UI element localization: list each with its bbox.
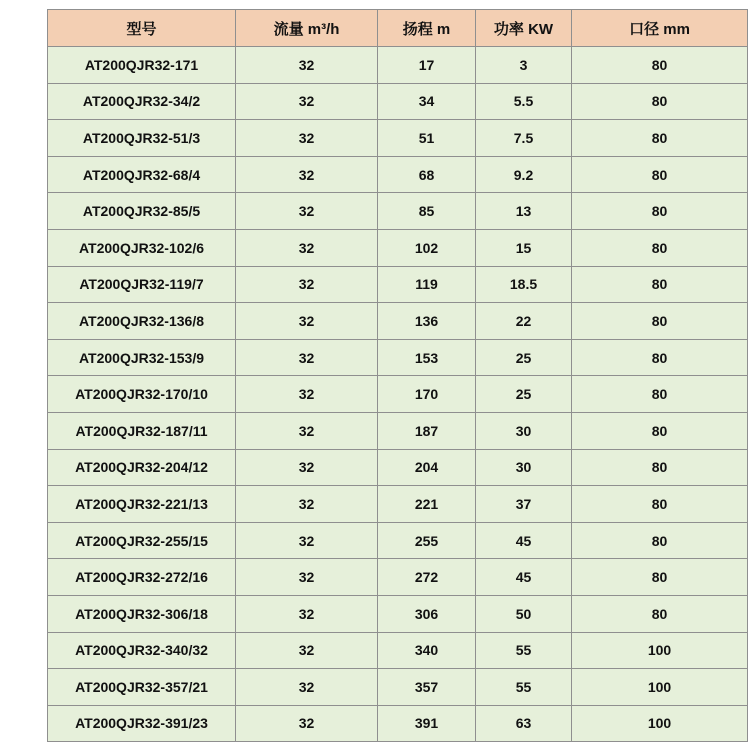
- cell-power: 3: [476, 47, 572, 84]
- table-body: [48, 47, 748, 742]
- cell-caliber: 80: [572, 412, 748, 449]
- cell-flow: 32: [236, 632, 378, 669]
- table-row: [48, 120, 748, 157]
- cell-head: 221: [378, 486, 476, 523]
- cell-head: 51: [378, 120, 476, 157]
- header-model: 型号: [48, 10, 236, 47]
- cell-power: 18.5: [476, 266, 572, 303]
- table-row: [48, 266, 748, 303]
- cell-head: 391: [378, 705, 476, 742]
- cell-head: 170: [378, 376, 476, 413]
- cell-flow: 32: [236, 412, 378, 449]
- cell-flow: 32: [236, 669, 378, 706]
- cell-power: 45: [476, 559, 572, 596]
- cell-head: 204: [378, 449, 476, 486]
- cell-caliber: 100: [572, 632, 748, 669]
- cell-model: AT200QJR32-340/32: [48, 632, 236, 669]
- cell-model: AT200QJR32-221/13: [48, 486, 236, 523]
- cell-caliber: 80: [572, 120, 748, 157]
- cell-caliber: 80: [572, 83, 748, 120]
- table-row: [48, 376, 748, 413]
- table-row: [48, 522, 748, 559]
- cell-caliber: 80: [572, 339, 748, 376]
- cell-caliber: 80: [572, 47, 748, 84]
- cell-power: 5.5: [476, 83, 572, 120]
- cell-model: AT200QJR32-187/11: [48, 412, 236, 449]
- cell-caliber: 80: [572, 303, 748, 340]
- table-header: [48, 10, 748, 47]
- cell-head: 357: [378, 669, 476, 706]
- cell-caliber: 80: [572, 595, 748, 632]
- cell-power: 25: [476, 339, 572, 376]
- cell-power: 55: [476, 669, 572, 706]
- cell-head: 136: [378, 303, 476, 340]
- table-row: [48, 632, 748, 669]
- cell-caliber: 80: [572, 559, 748, 596]
- cell-power: 13: [476, 193, 572, 230]
- cell-head: 34: [378, 83, 476, 120]
- cell-model: AT200QJR32-102/6: [48, 229, 236, 266]
- cell-head: 306: [378, 595, 476, 632]
- table-row: [48, 669, 748, 706]
- cell-power: 25: [476, 376, 572, 413]
- cell-flow: 32: [236, 303, 378, 340]
- cell-flow: 32: [236, 156, 378, 193]
- cell-power: 30: [476, 412, 572, 449]
- cell-power: 45: [476, 522, 572, 559]
- table-row: [48, 229, 748, 266]
- cell-power: 7.5: [476, 120, 572, 157]
- cell-power: 63: [476, 705, 572, 742]
- cell-flow: 32: [236, 83, 378, 120]
- cell-model: AT200QJR32-171: [48, 47, 236, 84]
- table-row: [48, 303, 748, 340]
- table-row: [48, 449, 748, 486]
- cell-power: 22: [476, 303, 572, 340]
- cell-model: AT200QJR32-170/10: [48, 376, 236, 413]
- cell-caliber: 80: [572, 266, 748, 303]
- cell-power: 50: [476, 595, 572, 632]
- header-head: 扬程 m: [378, 10, 476, 47]
- cell-power: 9.2: [476, 156, 572, 193]
- cell-head: 153: [378, 339, 476, 376]
- cell-flow: 32: [236, 339, 378, 376]
- cell-flow: 32: [236, 595, 378, 632]
- cell-caliber: 100: [572, 705, 748, 742]
- cell-model: AT200QJR32-306/18: [48, 595, 236, 632]
- cell-flow: 32: [236, 120, 378, 157]
- cell-head: 17: [378, 47, 476, 84]
- cell-caliber: 80: [572, 449, 748, 486]
- cell-head: 255: [378, 522, 476, 559]
- cell-power: 30: [476, 449, 572, 486]
- cell-model: AT200QJR32-68/4: [48, 156, 236, 193]
- cell-flow: 32: [236, 705, 378, 742]
- cell-head: 85: [378, 193, 476, 230]
- cell-flow: 32: [236, 522, 378, 559]
- cell-flow: 32: [236, 376, 378, 413]
- cell-model: AT200QJR32-255/15: [48, 522, 236, 559]
- header-caliber: 口径 mm: [572, 10, 748, 47]
- cell-flow: 32: [236, 266, 378, 303]
- header-row: [48, 10, 748, 47]
- cell-flow: 32: [236, 559, 378, 596]
- table-row: [48, 339, 748, 376]
- table-row: [48, 156, 748, 193]
- cell-flow: 32: [236, 449, 378, 486]
- header-power: 功率 KW: [476, 10, 572, 47]
- cell-flow: 32: [236, 486, 378, 523]
- cell-flow: 32: [236, 229, 378, 266]
- cell-model: AT200QJR32-85/5: [48, 193, 236, 230]
- cell-caliber: 80: [572, 193, 748, 230]
- cell-model: AT200QJR32-34/2: [48, 83, 236, 120]
- table-row: [48, 595, 748, 632]
- cell-caliber: 80: [572, 522, 748, 559]
- cell-head: 102: [378, 229, 476, 266]
- cell-model: AT200QJR32-136/8: [48, 303, 236, 340]
- cell-head: 272: [378, 559, 476, 596]
- cell-flow: 32: [236, 193, 378, 230]
- cell-head: 119: [378, 266, 476, 303]
- table-row: [48, 559, 748, 596]
- table-row: [48, 83, 748, 120]
- cell-caliber: 80: [572, 229, 748, 266]
- pump-spec-table-container: [47, 9, 703, 739]
- header-flow: 流量 m³/h: [236, 10, 378, 47]
- table-row: [48, 486, 748, 523]
- cell-head: 187: [378, 412, 476, 449]
- cell-model: AT200QJR32-153/9: [48, 339, 236, 376]
- pump-spec-table: [47, 9, 748, 742]
- cell-power: 55: [476, 632, 572, 669]
- cell-head: 68: [378, 156, 476, 193]
- cell-model: AT200QJR32-357/21: [48, 669, 236, 706]
- table-row: [48, 412, 748, 449]
- table-row: [48, 47, 748, 84]
- cell-caliber: 80: [572, 156, 748, 193]
- table-row: [48, 705, 748, 742]
- cell-power: 15: [476, 229, 572, 266]
- cell-head: 340: [378, 632, 476, 669]
- cell-model: AT200QJR32-119/7: [48, 266, 236, 303]
- cell-caliber: 100: [572, 669, 748, 706]
- cell-caliber: 80: [572, 486, 748, 523]
- cell-model: AT200QJR32-391/23: [48, 705, 236, 742]
- cell-flow: 32: [236, 47, 378, 84]
- cell-model: AT200QJR32-51/3: [48, 120, 236, 157]
- cell-caliber: 80: [572, 376, 748, 413]
- table-row: [48, 193, 748, 230]
- cell-power: 37: [476, 486, 572, 523]
- cell-model: AT200QJR32-204/12: [48, 449, 236, 486]
- cell-model: AT200QJR32-272/16: [48, 559, 236, 596]
